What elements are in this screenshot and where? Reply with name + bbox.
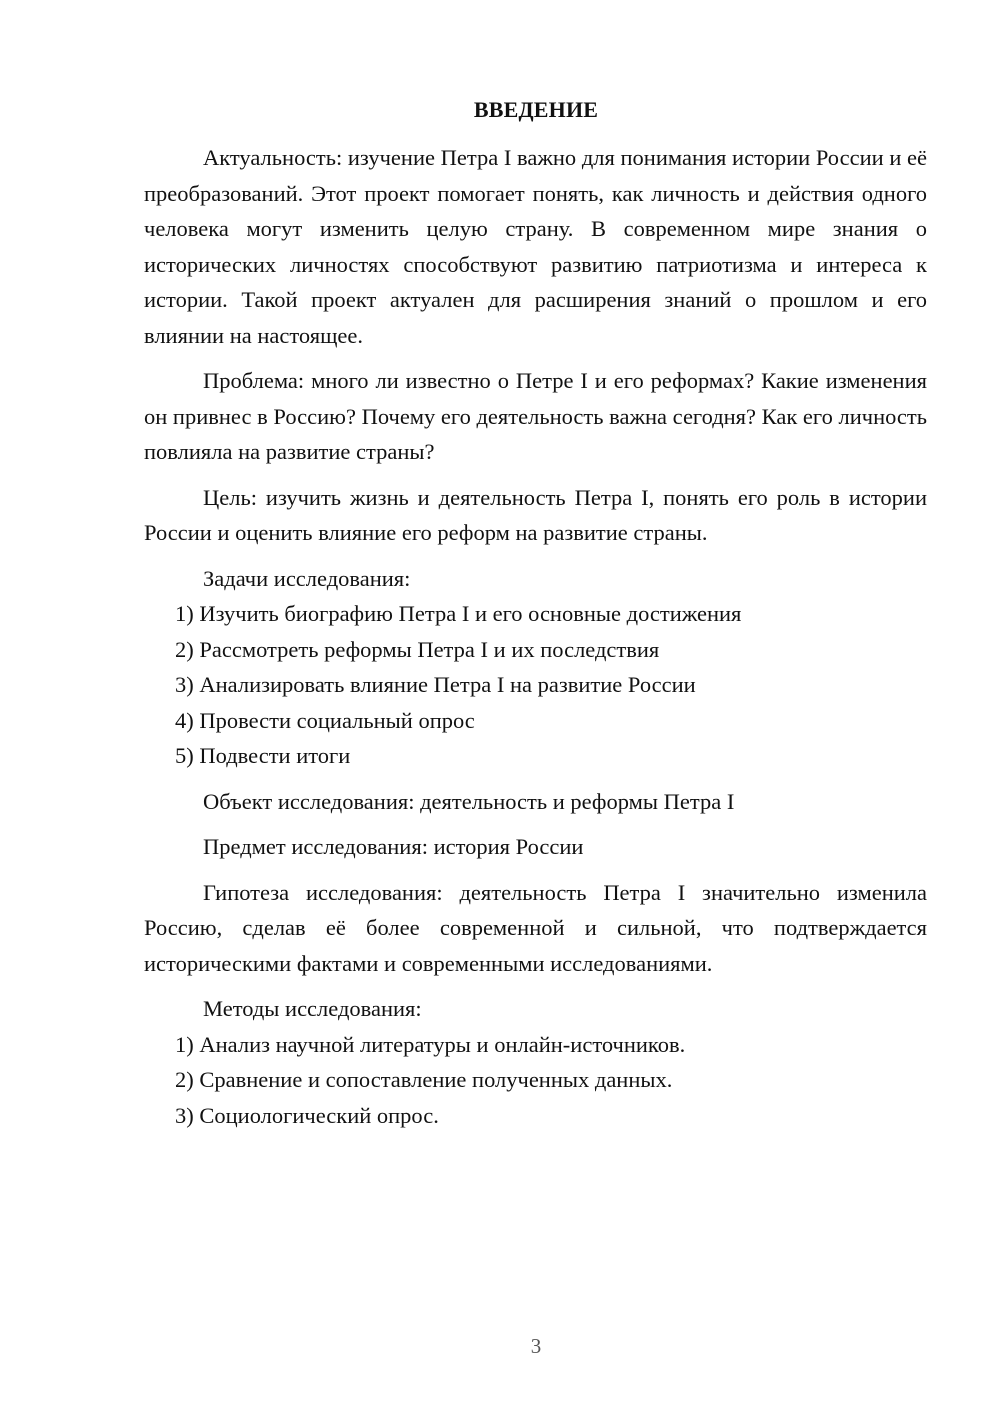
document-body (144, 140, 927, 1133)
methods-title: Методы исследования: (203, 996, 422, 1021)
tasks-list (144, 596, 927, 774)
problem-paragraph: Проблема: много ли известно о Петре I и его реформах? Какие изменения он привнес в Россию? Почему его деятельность важна сегодня? Как его личность повлияла на развитие страны? (144, 368, 927, 464)
list-item: 5) Подвести итоги (175, 743, 351, 768)
list-item: 3) Анализировать влияние Петра I на развитие России (175, 672, 696, 697)
methods-list (144, 1027, 927, 1134)
list-item: 3) Социологический опрос. (175, 1102, 439, 1128)
hypothesis-paragraph: Гипотеза исследования: деятельность Петра I значительно изменила Россию, сделав её более современной и сильной, что подтверждается историческими фактами и современными исследованиями. (144, 879, 927, 976)
list-item: 4) Провести социальный опрос (175, 707, 475, 733)
list-item: 1) Изучить биографию Петра I и его основные достижения (175, 601, 742, 626)
list-item: 1) Анализ научной литературы и онлайн-источников. (175, 1031, 686, 1057)
object-paragraph: Объект исследования: деятельность и реформы Петра I (203, 788, 735, 814)
page-number: 3 (530, 1334, 542, 1358)
list-item: 2) Сравнение и сопоставление полученных данных. (175, 1067, 673, 1092)
tasks-title: Задачи исследования: (203, 565, 411, 591)
relevance-paragraph: Актуальность: изучение Петра I важно для понимания истории России и её преобразований. Этот проект помогает понять, как личность и действия одного человека могут изменить целую страну. В современном мире знания о исторических личностях способствуют развитию патриотизма и интереса к истории. Такой проект актуален для расширения знаний о прошлом и его влиянии на настоящее. (144, 145, 927, 348)
goal-paragraph: Цель: изучить жизнь и деятельность Петра I, понять его роль в истории России и оценить влияние его реформ на развитие страны. (144, 484, 927, 545)
subject-paragraph: Предмет исследования: история России (203, 834, 584, 859)
list-item: 2) Рассмотреть реформы Петра I и их последствия (175, 636, 660, 662)
section-heading: ВВЕДЕНИЕ (473, 97, 599, 122)
